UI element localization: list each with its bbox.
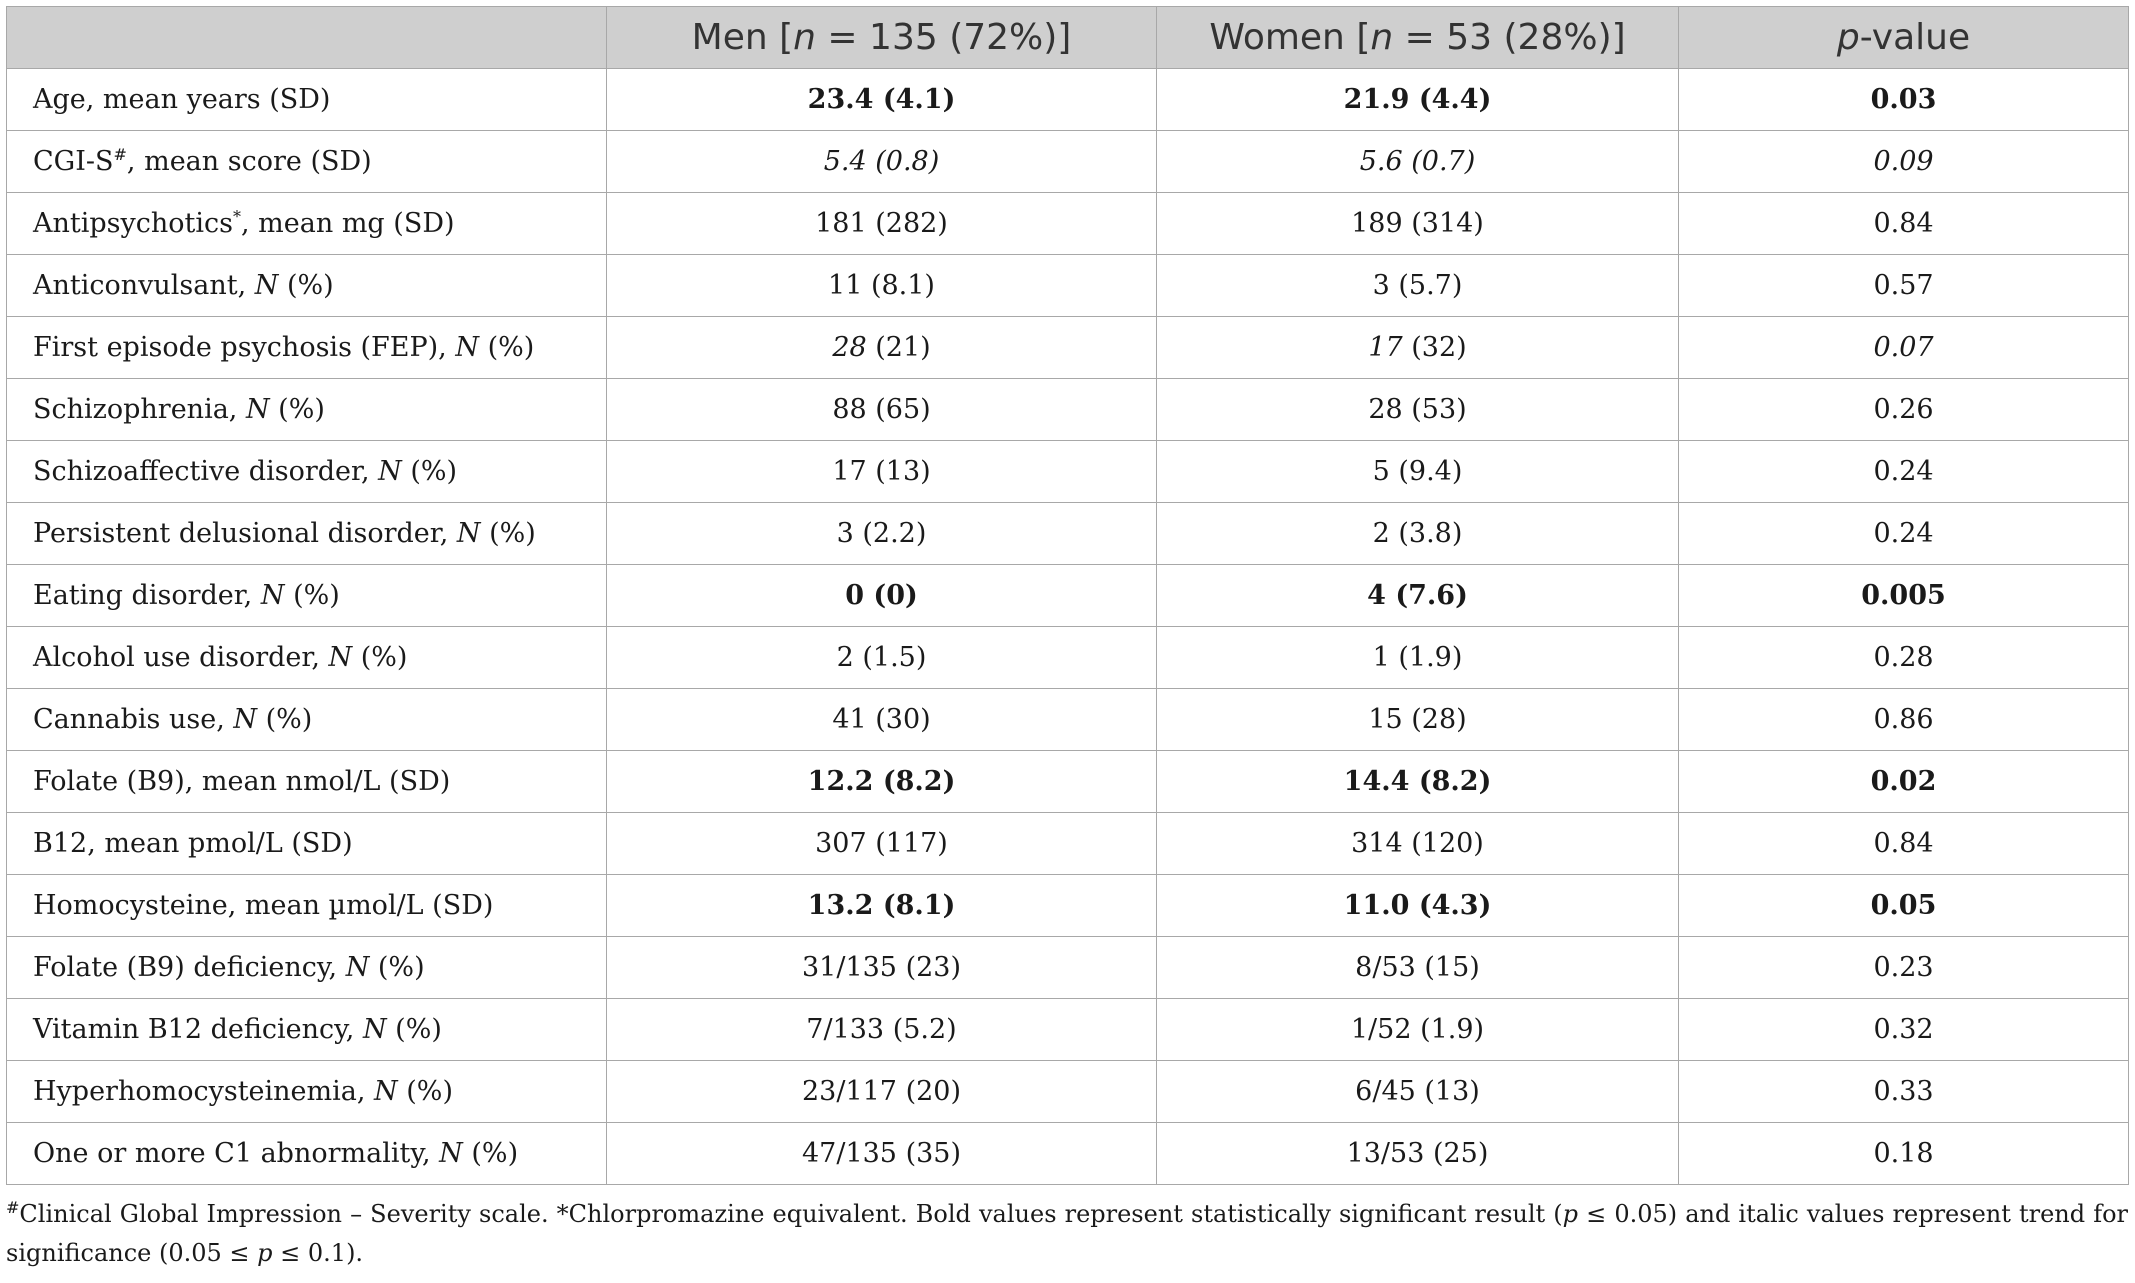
table-container [6, 6, 2128, 1185]
table-row [7, 69, 2129, 131]
table-row [7, 999, 2129, 1061]
men-value: 28 (21) [607, 317, 1157, 379]
p-value: 0.24 [1679, 441, 2129, 503]
men-value: 5.4 (0.8) [607, 131, 1157, 193]
row-label: Schizophrenia, N (%) [7, 379, 607, 441]
row-label: Folate (B9), mean nmol/L (SD) [7, 751, 607, 813]
data-table [6, 6, 2129, 1185]
table-row [7, 689, 2129, 751]
men-value: 3 (2.2) [607, 503, 1157, 565]
p-value: 0.02 [1679, 751, 2129, 813]
women-value: 17 (32) [1157, 317, 1679, 379]
women-value: 11.0 (4.3) [1157, 875, 1679, 937]
header-p-value: p-value [1679, 7, 2129, 69]
women-value: 15 (28) [1157, 689, 1679, 751]
women-value: 6/45 (13) [1157, 1061, 1679, 1123]
p-value: 0.05 [1679, 875, 2129, 937]
women-value: 21.9 (4.4) [1157, 69, 1679, 131]
row-label: Homocysteine, mean µmol/L (SD) [7, 875, 607, 937]
p-value: 0.84 [1679, 193, 2129, 255]
row-label: Alcohol use disorder, N (%) [7, 627, 607, 689]
men-value: 2 (1.5) [607, 627, 1157, 689]
table-row [7, 441, 2129, 503]
p-value: 0.09 [1679, 131, 2129, 193]
row-label: Cannabis use, N (%) [7, 689, 607, 751]
men-value: 181 (282) [607, 193, 1157, 255]
men-value: 88 (65) [607, 379, 1157, 441]
row-label: CGI-S#, mean score (SD) [7, 131, 607, 193]
women-value: 3 (5.7) [1157, 255, 1679, 317]
header-women: Women [n = 53 (28%)] [1157, 7, 1679, 69]
women-value: 314 (120) [1157, 813, 1679, 875]
p-value: 0.28 [1679, 627, 2129, 689]
row-label: Hyperhomocysteinemia, N (%) [7, 1061, 607, 1123]
women-value: 189 (314) [1157, 193, 1679, 255]
women-value: 13/53 (25) [1157, 1123, 1679, 1185]
table-row [7, 503, 2129, 565]
table-footnote: #Clinical Global Impression – Severity scale. *Chlorpromazine equivalent. Bold values represent statistically significant result (p ≤ 0.05) and italic values represent trend for significance (0.05 ≤ p ≤ 0.1). [6, 1198, 2128, 1267]
table-row [7, 1061, 2129, 1123]
p-value: 0.86 [1679, 689, 2129, 751]
men-value: 23.4 (4.1) [607, 69, 1157, 131]
table-row [7, 317, 2129, 379]
p-value: 0.18 [1679, 1123, 2129, 1185]
table-row [7, 875, 2129, 937]
women-value: 5 (9.4) [1157, 441, 1679, 503]
men-value: 13.2 (8.1) [607, 875, 1157, 937]
row-label: One or more C1 abnormality, N (%) [7, 1123, 607, 1185]
p-value: 0.26 [1679, 379, 2129, 441]
men-value: 47/135 (35) [607, 1123, 1157, 1185]
table-row [7, 255, 2129, 317]
header-row [7, 7, 2129, 69]
p-value: 0.005 [1679, 565, 2129, 627]
header-blank [7, 7, 607, 69]
women-value: 5.6 (0.7) [1157, 131, 1679, 193]
men-value: 7/133 (5.2) [607, 999, 1157, 1061]
men-value: 307 (117) [607, 813, 1157, 875]
header-men: Men [n = 135 (72%)] [607, 7, 1157, 69]
row-label: Folate (B9) deficiency, N (%) [7, 937, 607, 999]
p-value: 0.33 [1679, 1061, 2129, 1123]
women-value: 28 (53) [1157, 379, 1679, 441]
men-value: 0 (0) [607, 565, 1157, 627]
row-label: B12, mean pmol/L (SD) [7, 813, 607, 875]
table-row [7, 379, 2129, 441]
p-value: 0.24 [1679, 503, 2129, 565]
row-label: Anticonvulsant, N (%) [7, 255, 607, 317]
women-value: 2 (3.8) [1157, 503, 1679, 565]
p-value: 0.32 [1679, 999, 2129, 1061]
row-label: Eating disorder, N (%) [7, 565, 607, 627]
p-value: 0.57 [1679, 255, 2129, 317]
men-value: 12.2 (8.2) [607, 751, 1157, 813]
women-value: 14.4 (8.2) [1157, 751, 1679, 813]
men-value: 11 (8.1) [607, 255, 1157, 317]
p-value: 0.84 [1679, 813, 2129, 875]
p-value: 0.07 [1679, 317, 2129, 379]
women-value: 1/52 (1.9) [1157, 999, 1679, 1061]
table-row [7, 131, 2129, 193]
table-row [7, 813, 2129, 875]
p-value: 0.23 [1679, 937, 2129, 999]
table-row [7, 565, 2129, 627]
men-value: 41 (30) [607, 689, 1157, 751]
table-row [7, 1123, 2129, 1185]
table-row [7, 627, 2129, 689]
men-value: 23/117 (20) [607, 1061, 1157, 1123]
row-label: Persistent delusional disorder, N (%) [7, 503, 607, 565]
row-label: Antipsychotics*, mean mg (SD) [7, 193, 607, 255]
table-row [7, 937, 2129, 999]
table-row [7, 751, 2129, 813]
men-value: 31/135 (23) [607, 937, 1157, 999]
row-label: Age, mean years (SD) [7, 69, 607, 131]
table-row [7, 193, 2129, 255]
men-value: 17 (13) [607, 441, 1157, 503]
women-value: 8/53 (15) [1157, 937, 1679, 999]
p-value: 0.03 [1679, 69, 2129, 131]
row-label: Vitamin B12 deficiency, N (%) [7, 999, 607, 1061]
row-label: First episode psychosis (FEP), N (%) [7, 317, 607, 379]
women-value: 1 (1.9) [1157, 627, 1679, 689]
women-value: 4 (7.6) [1157, 565, 1679, 627]
row-label: Schizoaffective disorder, N (%) [7, 441, 607, 503]
